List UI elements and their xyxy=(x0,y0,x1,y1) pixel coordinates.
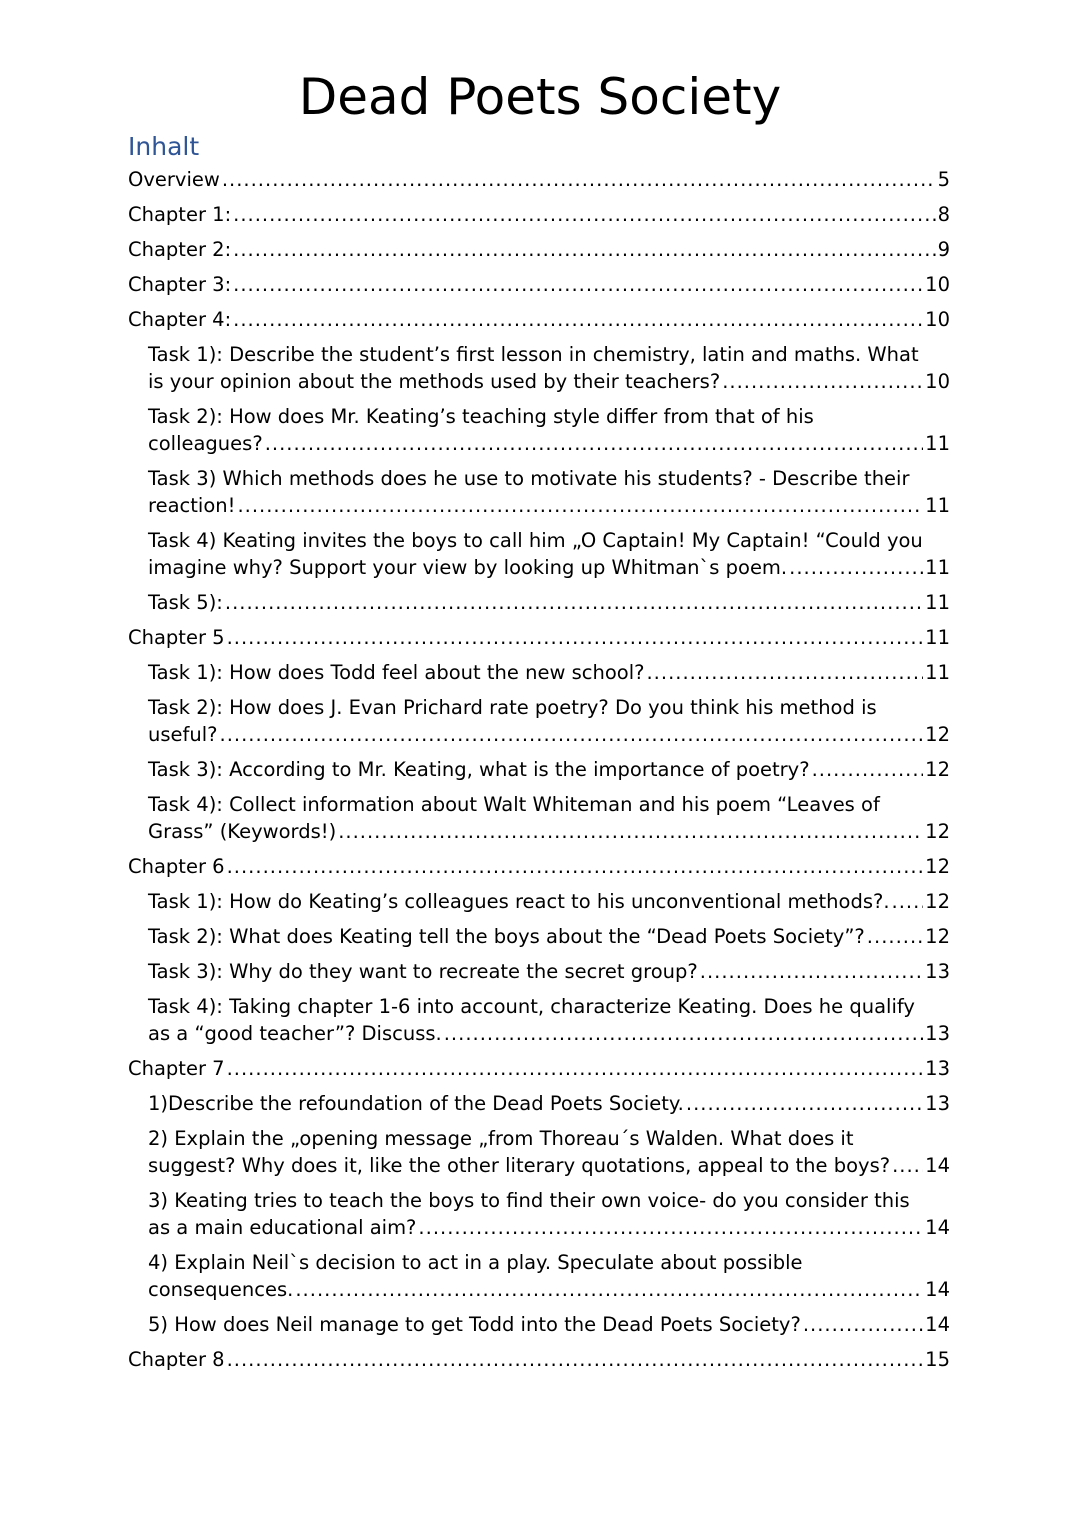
toc-page-number: 10 xyxy=(925,308,950,331)
toc-entry-text: 3) Keating tries to teach the boys to find their own voice- do you consider this xyxy=(148,1189,910,1212)
toc-page-number: 14 xyxy=(925,1216,950,1239)
toc-page-number: 11 xyxy=(925,494,950,517)
toc-page-number: 13 xyxy=(925,1057,950,1080)
toc-page-number: 11 xyxy=(925,591,950,614)
toc-entry[interactable] xyxy=(128,271,950,298)
toc-entry[interactable] xyxy=(148,589,950,616)
toc-entry-text: Task 3): According to Mr. Keating, what is the importance of poetry? xyxy=(148,758,810,781)
dot-leader xyxy=(237,492,923,519)
dot-leader xyxy=(867,923,923,950)
dot-leader xyxy=(338,818,923,845)
dot-leader xyxy=(686,1090,923,1117)
dot-leader xyxy=(812,756,924,783)
toc-page-number: 14 xyxy=(925,1313,950,1336)
toc-entry-text: Task 4): Collect information about Walt Whiteman and his poem “Leaves of xyxy=(148,793,880,816)
toc-entry[interactable] xyxy=(148,993,950,1047)
dot-leader xyxy=(892,1152,923,1179)
toc-entry[interactable] xyxy=(148,403,950,457)
dot-leader xyxy=(265,430,923,457)
toc-page-number: 11 xyxy=(925,626,950,649)
toc-entry-text: suggest? Why does it, like the other literary quotations, appeal to the boys? xyxy=(148,1154,891,1177)
toc-entry-text: Task 1): Describe the student’s first lesson in chemistry, latin and maths. What xyxy=(148,343,919,366)
toc-page-number: 12 xyxy=(925,925,950,948)
table-of-contents xyxy=(128,166,950,1381)
toc-page-number: 5 xyxy=(937,168,950,191)
dot-leader xyxy=(227,1055,924,1082)
toc-entry[interactable] xyxy=(148,1249,950,1303)
toc-entry-text: Overview xyxy=(128,168,220,191)
dot-leader xyxy=(227,624,924,651)
toc-page-number: 9 xyxy=(937,238,950,261)
toc-entry[interactable] xyxy=(148,527,950,581)
dot-leader xyxy=(222,166,936,193)
toc-entry[interactable] xyxy=(148,923,950,950)
dot-leader xyxy=(225,589,923,616)
toc-entry-text: reaction! xyxy=(148,494,236,517)
toc-page-number: 13 xyxy=(925,1022,950,1045)
toc-entry[interactable] xyxy=(148,1125,950,1179)
toc-page-number: 14 xyxy=(925,1278,950,1301)
dot-leader xyxy=(233,306,923,333)
toc-entry[interactable] xyxy=(128,853,950,880)
toc-entry[interactable] xyxy=(148,958,950,985)
dot-leader xyxy=(444,1020,923,1047)
toc-entry[interactable] xyxy=(148,694,950,748)
toc-page-number: 11 xyxy=(925,556,950,579)
toc-page-number: 15 xyxy=(925,1348,950,1371)
dot-leader xyxy=(220,721,924,748)
toc-entry-text: Chapter 7 xyxy=(128,1057,225,1080)
toc-entry-text: Chapter 3: xyxy=(128,273,232,296)
toc-entry[interactable] xyxy=(148,1090,950,1117)
toc-entry-text: Task 1): How does Todd feel about the new school? xyxy=(148,661,645,684)
toc-page-number: 13 xyxy=(925,1092,950,1115)
dot-leader xyxy=(722,368,923,395)
toc-entry[interactable] xyxy=(148,341,950,395)
toc-entry-text: Chapter 1: xyxy=(128,203,232,226)
toc-page-number: 14 xyxy=(925,1154,950,1177)
toc-entry-text: Chapter 8 xyxy=(128,1348,225,1371)
toc-entry-text: Chapter 4: xyxy=(128,308,232,331)
toc-entry-text: as a “good teacher”? Discuss. xyxy=(148,1022,442,1045)
toc-entry-text: 1)Describe the refoundation of the Dead Poets Society. xyxy=(148,1092,684,1115)
toc-entry-text: Task 4) Keating invites the boys to call him „O Captain! My Captain! “Could you xyxy=(148,529,923,552)
toc-entry[interactable] xyxy=(148,791,950,845)
dot-leader xyxy=(233,271,923,298)
toc-heading: Inhalt xyxy=(128,132,200,161)
toc-entry[interactable] xyxy=(148,888,950,915)
toc-page-number: 11 xyxy=(925,661,950,684)
toc-entry[interactable] xyxy=(148,1187,950,1241)
dot-leader xyxy=(700,958,923,985)
toc-entry[interactable] xyxy=(128,306,950,333)
dot-leader xyxy=(233,201,935,228)
toc-entry[interactable] xyxy=(148,659,950,686)
toc-page-number: 12 xyxy=(925,890,950,913)
toc-page-number: 12 xyxy=(925,820,950,843)
dot-leader xyxy=(646,659,923,686)
toc-entry-text: 4) Explain Neil`s decision to act in a play. Speculate about possible xyxy=(148,1251,803,1274)
toc-entry-text: Chapter 2: xyxy=(128,238,232,261)
dot-leader xyxy=(295,1276,923,1303)
toc-entry-text: as a main educational aim? xyxy=(148,1216,417,1239)
toc-entry-text: Chapter 6 xyxy=(128,855,225,878)
dot-leader xyxy=(789,554,923,581)
toc-entry[interactable] xyxy=(128,1055,950,1082)
toc-page-number: 13 xyxy=(925,960,950,983)
toc-page-number: 12 xyxy=(925,855,950,878)
toc-entry-text: Grass” (Keywords!) xyxy=(148,820,337,843)
toc-page-number: 8 xyxy=(937,203,950,226)
toc-entry-text: consequences. xyxy=(148,1278,294,1301)
document-title: Dead Poets Society xyxy=(298,68,782,126)
toc-entry[interactable] xyxy=(128,236,950,263)
dot-leader xyxy=(227,1346,924,1373)
toc-entry[interactable] xyxy=(148,1311,950,1338)
toc-entry-text: Task 2): What does Keating tell the boys about the “Dead Poets Society”? xyxy=(148,925,865,948)
toc-entry-text: 5) How does Neil manage to get Todd into the Dead Poets Society? xyxy=(148,1313,801,1336)
toc-entry[interactable] xyxy=(148,756,950,783)
toc-entry-text: Chapter 5 xyxy=(128,626,225,649)
toc-entry[interactable] xyxy=(148,465,950,519)
toc-entry-text: 2) Explain the „opening message „from Thoreau´s Walden. What does it xyxy=(148,1127,854,1150)
toc-page-number: 11 xyxy=(925,432,950,455)
toc-page-number: 10 xyxy=(925,370,950,393)
toc-entry[interactable] xyxy=(128,1346,950,1373)
toc-page-number: 10 xyxy=(925,273,950,296)
dot-leader xyxy=(892,888,924,915)
toc-page-number: 12 xyxy=(925,723,950,746)
toc-entry-text: Task 5): xyxy=(148,591,223,614)
toc-entry-text: Task 3) Which methods does he use to motivate his students? - Describe their xyxy=(148,467,910,490)
toc-entry-text: Task 4): Taking chapter 1-6 into account, characterize Keating. Does he qualify xyxy=(148,995,915,1018)
toc-entry-text: Task 2): How does J. Evan Prichard rate poetry? Do you think his method is xyxy=(148,696,877,719)
toc-entry[interactable] xyxy=(128,624,950,651)
toc-entry-text: useful? xyxy=(148,723,218,746)
toc-entry[interactable] xyxy=(128,166,950,193)
toc-entry-text: imagine why? Support your view by looking up Whitman`s poem. xyxy=(148,556,788,579)
dot-leader xyxy=(418,1214,923,1241)
toc-entry-text: colleagues? xyxy=(148,432,263,455)
toc-entry-text: is your opinion about the methods used by their teachers? xyxy=(148,370,721,393)
dot-leader xyxy=(227,853,924,880)
dot-leader xyxy=(233,236,935,263)
dot-leader xyxy=(803,1311,923,1338)
toc-entry[interactable] xyxy=(128,201,950,228)
toc-entry-text: Task 2): How does Mr. Keating’s teaching style differ from that of his xyxy=(148,405,814,428)
toc-entry-text: Task 1): How do Keating’s colleagues react to his unconventional methods?. xyxy=(148,890,890,913)
toc-page-number: 12 xyxy=(925,758,950,781)
toc-entry-text: Task 3): Why do they want to recreate the secret group? xyxy=(148,960,698,983)
